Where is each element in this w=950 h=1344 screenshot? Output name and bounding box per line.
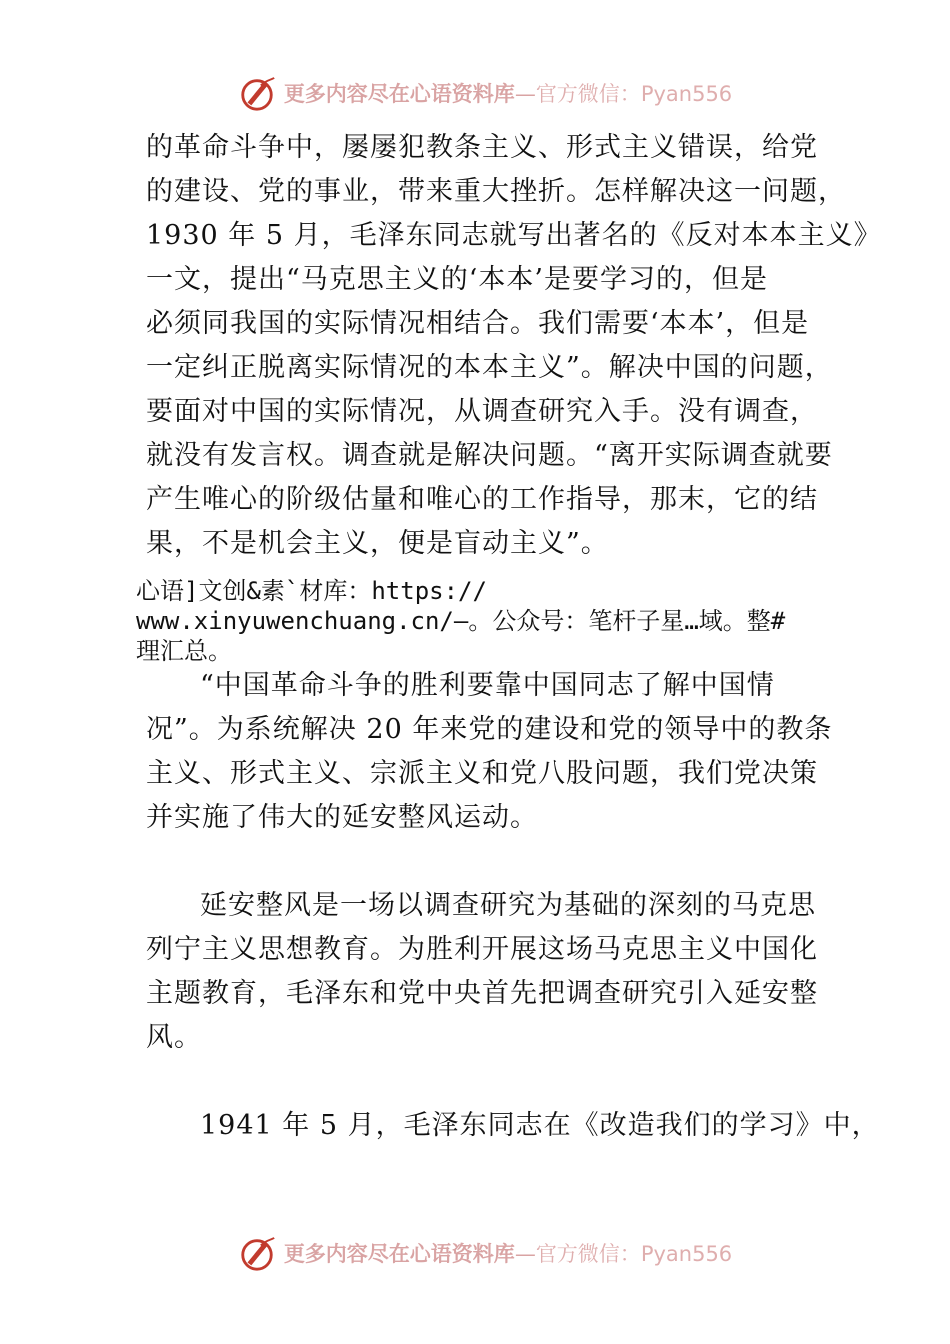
banner-text bbox=[284, 78, 732, 108]
text-line: 必须同我国的实际情况相结合。我们需要‘本本’，但是 bbox=[146, 308, 810, 339]
source-line: 心语]文创&素`材库：https:// bbox=[136, 577, 487, 605]
footer-banner bbox=[0, 1231, 950, 1275]
text-line: 主义、形式主义、宗派主义和党八股问题，我们党决策 bbox=[146, 758, 818, 789]
source-line: www.xinyuwenchuang.cn/—。公众号：笔杆子星…域。整# bbox=[136, 607, 786, 635]
banner-dash: — bbox=[514, 1242, 536, 1266]
text-line: 并实施了伟大的延安整风运动。 bbox=[146, 802, 538, 833]
text-line: 一定纠正脱离实际情况的本本主义”。解决中国的问题， bbox=[146, 352, 833, 383]
text-line: 延安整风是一场以调查研究为基础的深刻的马克思 bbox=[200, 890, 816, 921]
pen-logo-icon bbox=[238, 74, 276, 112]
source-line: 理汇总。 bbox=[136, 637, 232, 665]
pen-logo-icon bbox=[238, 1234, 276, 1272]
banner-official-label: 官方微信： bbox=[535, 1242, 641, 1266]
banner-official-label: 官方微信： bbox=[535, 82, 641, 106]
text-line: 况”。为系统解决 20 年来党的建设和党的领导中的教条 bbox=[146, 714, 833, 745]
banner-wechat-id: Pyan556 bbox=[640, 82, 733, 106]
text-line: 风。 bbox=[146, 1022, 202, 1053]
banner-main-text: 更多内容尽在心语资料库 bbox=[283, 1242, 515, 1266]
text-line: 果，不是机会主义，便是盲动主义”。 bbox=[146, 528, 609, 559]
banner-dash: — bbox=[514, 82, 536, 106]
text-line: 的建设、党的事业，带来重大挫折。怎样解决这一问题， bbox=[146, 176, 846, 207]
text-line: 1941 年 5 月，毛泽东同志在《改造我们的学习》中， bbox=[200, 1110, 880, 1141]
text-line: “中国革命斗争的胜利要靠中国同志了解中国情 bbox=[200, 670, 775, 701]
text-line: 就没有发言权。调查就是解决问题。“离开实际调查就要 bbox=[146, 440, 833, 471]
text-line: 一文，提出“马克思主义的‘本本’是要学习的，但是 bbox=[146, 264, 768, 295]
banner-main-text: 更多内容尽在心语资料库 bbox=[283, 82, 515, 106]
header-banner bbox=[0, 71, 950, 115]
text-line: 产生唯心的阶级估量和唯心的工作指导，那末，它的结 bbox=[146, 484, 818, 515]
text-line: 的革命斗争中，屡屡犯教条主义、形式主义错误，给党 bbox=[146, 132, 818, 163]
banner-wechat-id: Pyan556 bbox=[640, 1242, 733, 1266]
text-line: 要面对中国的实际情况，从调查研究入手。没有调查， bbox=[146, 396, 818, 427]
text-line: 主题教育，毛泽东和党中央首先把调查研究引入延安整 bbox=[146, 978, 818, 1009]
banner-text bbox=[284, 1238, 732, 1268]
text-line: 列宁主义思想教育。为胜利开展这场马克思主义中国化 bbox=[146, 934, 818, 965]
text-line: 1930 年 5 月，毛泽东同志就写出著名的《反对本本主义》 bbox=[146, 220, 882, 251]
